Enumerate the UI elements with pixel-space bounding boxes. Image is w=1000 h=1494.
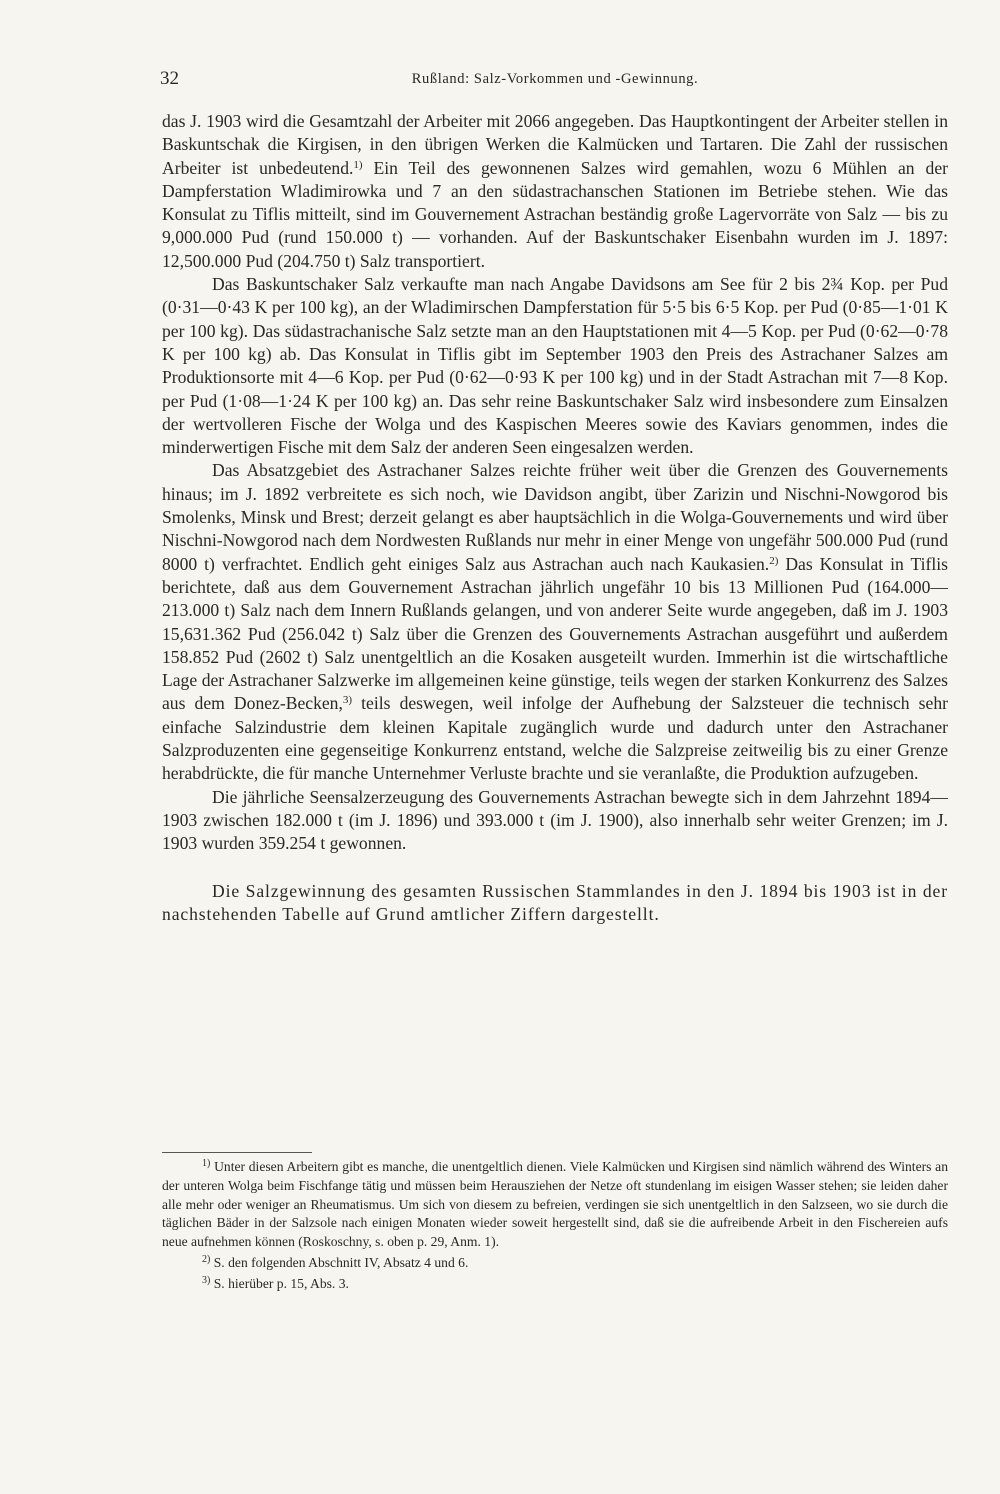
running-title: Rußland: Salz-Vorkommen und -Gewinnung. (411, 71, 699, 87)
paragraph-text: Das Konsulat in Tiflis berichtete, daß aus dem Gouvernement Astrachan jährlich ungefähr 10 bis 13 Millionen Pud (164.000—213.000 t) Salz nach dem Innern Rußlands gelangen, und von anderer Seite wurde angegeben, daß im J. 1903 15,631.362 Pud (256.042 t) Salz über die Grenzen des Gouvernements Astrachan ausgeführt und außerdem 158.852 Pud (2602 t) Salz unentgeltlich an die Kosaken ausgeteilt wurden. Immerhin ist die wirtschaftliche Lage der Astrachaner Salzwerke im allgemeinen keine günstige, teils wegen der starken Konkurrenz des Salzes aus dem Donez-Becken, (162, 553, 948, 714)
footnotes (162, 1158, 948, 1294)
footnote-divider (162, 1152, 312, 1153)
paragraph-text: teils deswegen, weil infolge der Aufhebung der Salzsteuer die technisch sehr einfache Salzindustrie dem kleinen Kapitale zugänglich wurde und dadurch unter den Astrachaner Salzproduzenten eine gegenseitige Konkurrenz entstand, welche die Salzpreise zeitweilig bis zu einer Grenze herabdrückte, die für manche Unternehmer Verluste brachte und sie veranlaßte, die Produktion aufzugeben. (162, 693, 948, 784)
page-number: 32 (160, 68, 179, 89)
footnote (162, 1158, 948, 1252)
footnote-ref: 3) (342, 694, 353, 707)
paragraph-sales-area (162, 459, 948, 785)
body-text (162, 110, 948, 926)
footnote-ref: 2) (769, 554, 779, 567)
paragraph-text: das J. 1903 wird die Gesamtzahl der Arbeiter mit 2066 angegeben. Das Hauptkontingent der Arbeiter stellen in Baskuntschak die Kirgisen, in den übrigen Werken die Kalmücken und Tartaren. Die Zahl der russischen Arbeiter ist unbedeutend. (162, 111, 948, 178)
paragraph-workers (162, 110, 948, 273)
paragraph-prices: Das Baskuntschaker Salz verkaufte man nach Angabe Davidsons am See für 2 bis 2¾ Kop. per Pud (0·31—0·43 K per 100 kg), an der Wladimirschen Dampferstation für 5·5 bis 6·5 Kop. per Pud (0·85—1·01 K per 100 kg). Das südastrachanische Salz setzte man an den Hauptstationen mit 4—5 Kop. per Pud (0·62—0·78 K per 100 kg) ab. Das Konsulat in Tiflis gibt im September 1903 den Preis des Astrachaner Salzes am Produktionsorte mit 4—6 Kop. per Pud (0·62—0·93 K per 100 kg) und in der Stadt Astrachan mit 7—8 Kop. per Pud (1·08—1·24 K per 100 kg) an. Das sehr reine Baskuntschaker Salz wird insbesondere zum Einsalzen der wertvolleren Fische der Wolga und des Kaspischen Meeres sowie des Kaviars genommen, indes die minderwertigen Fische mit dem Salz der anderen Seen eingesalzen werden. (162, 274, 948, 458)
footnote-text: Unter diesen Arbeitern gibt es manche, die unentgeltlich dienen. Viele Kalmücken und Kirgisen sind nämlich während des Winters an der unteren Wolga beim Fischfange tätig und müssen beim Herausziehen der Netze oft stundenlang im eisigen Wasser stehen; sie leiden daher alle mehr oder weniger an Rheumatismus. Um sich von diesem zu befreien, verdingen sie sich unentgeltlich in den Salzseen, wo sie durch die täglichen Bäder in der Salzsole nach einigen Monaten wieder soweit hergestellt sind, daß sie die aufreibende Arbeit in den Fischereien aufs neue aufnehmen können (Roskoschny, s. oben p. 29, Anm. 1). (162, 1159, 948, 1250)
paragraph-production: Die jährliche Seensalzerzeugung des Gouvernements Astrachan bewegte sich in dem Jahrzehnt 1894—1903 zwischen 182.000 t (im J. 1896) und 393.000 t (im J. 1900), also innerhalb sehr weiter Grenzen; im J. 1903 wurden 359.254 t gewonnen. (162, 786, 948, 854)
footnote (162, 1254, 948, 1273)
paragraph-text: Ein Teil des gewonnenen Salzes wird gemahlen, wozu 6 Mühlen an der Dampferstation Wladimirowka und 7 an den südastrachanschen Stationen im Betriebe stehen. Wie das Konsulat zu Tiflis mitteilt, sind im Gouvernement Astrachan beständig große Lagervorräte von Salz — bis zu 9,000.000 Pud (rund 150.000 t) — vorhanden. Auf der Baskuntschaker Eisenbahn wurden im J. 1897: 12,500.000 Pud (204.750 t) Salz transportiert. (162, 157, 948, 271)
footnote-mark: 1) (202, 1158, 211, 1169)
page-header (160, 68, 950, 92)
footnote-ref: 1) (353, 158, 363, 171)
footnote (162, 1275, 948, 1294)
footnote-mark: 3) (202, 1274, 211, 1286)
paragraph-text: Das Absatzgebiet des Astrachaner Salzes reichte früher weit über die Grenzen des Gouvernements hinaus; im J. 1892 verbreitete es sich noch, wie Davidson angibt, über Zarizin und Nischni-Nowgorod bis Smolenks, Minsk und Brest; derzeit gelangt es aber hauptsächlich in die Wolga-Gouvernements und wird über Nischni-Nowgorod nach dem Nordwesten Rußlands nur mehr in einer Menge von ungefähr 500.000 Pud (rund 8000 t) verfrachtet. Endlich geht einiges Salz aus Astrachan auch nach Kaukasien. (162, 460, 948, 574)
footnote-text: S. hierüber p. 15, Abs. 3. (213, 1275, 349, 1291)
paragraph-table-intro: Die Salzgewinnung des gesamten Russischen Stammlandes in den J. 1894 bis 1903 ist in der nachstehenden Tabelle auf Grund amtlicher Ziffern dargestellt. (162, 880, 948, 924)
footnote-text: S. den folgenden Abschnitt IV, Absatz 4 und 6. (213, 1254, 469, 1270)
footnote-mark: 2) (202, 1253, 211, 1265)
